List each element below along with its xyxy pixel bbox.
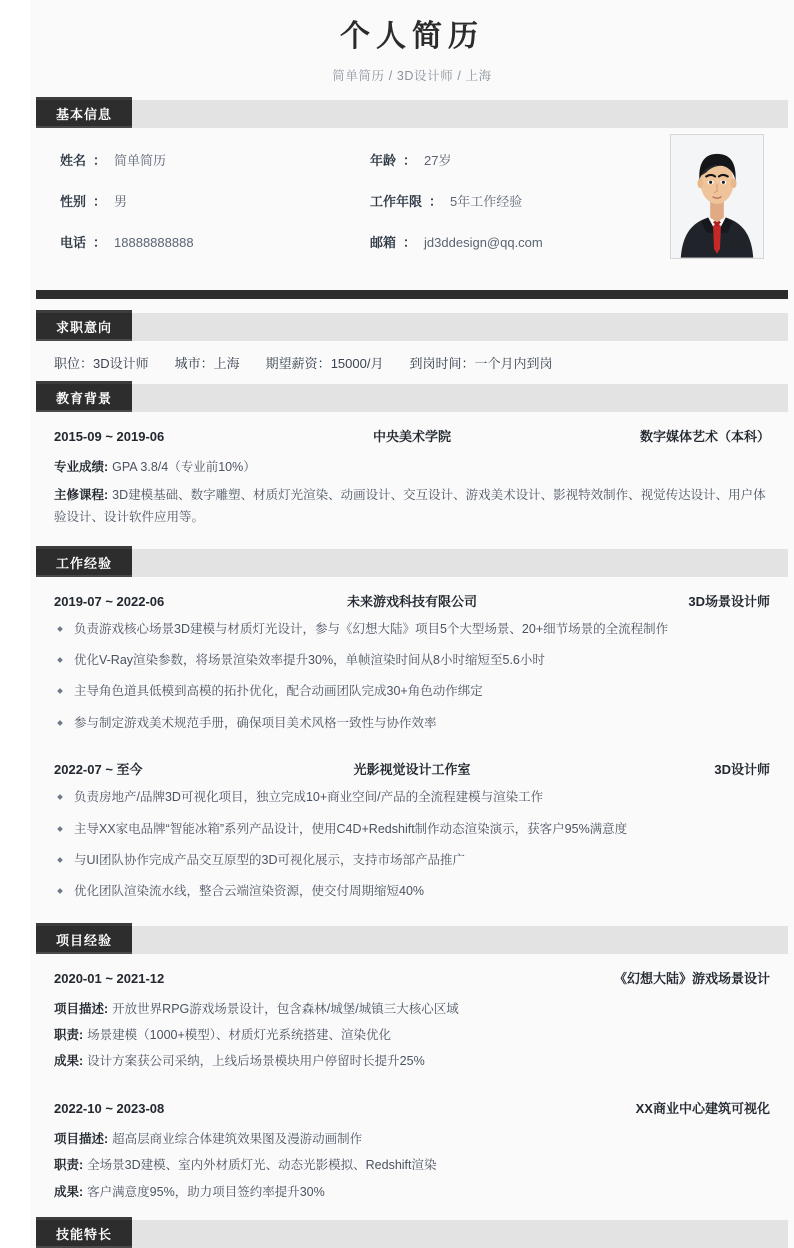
info-value-name: 简单简历 [114,152,167,168]
info-label-name: 姓名 [60,152,87,168]
info-value-email: jd3ddesign@qq.com [424,234,543,250]
job-intent-row [36,341,788,384]
info-label-email: 邮箱 [370,234,397,250]
section-divider [36,290,788,299]
list-item: 负责游戏核心场景3D建模与材质灯光设计，参与《幻想大陆》项目5个大型场景、20+细节场景的全流程制作 [54,620,770,651]
intent-city-value: 上海 [213,355,240,371]
section-title-work: 工作经验 [36,549,132,577]
info-item-age [370,150,680,169]
spacer [36,541,788,549]
project-result-label: 成果: [54,1184,84,1199]
info-colon: ： [93,152,107,168]
info-label-gender: 性别 [60,193,87,209]
info-label-age: 年龄 [370,152,397,168]
work-entry [36,577,788,744]
project-name: XX商业中心建筑可视化 [635,1100,770,1116]
project-result-value: 客户满意度95%，助力项目签约率提升30% [87,1184,325,1199]
project-duty-line [54,1153,770,1177]
portrait-illustration [671,135,763,258]
spacer [36,912,788,926]
intent-salary-value: 15000/月 [330,355,384,371]
intent-availability-label: 到岗时间： [409,355,475,371]
section-header-skills [36,1220,788,1248]
project-duty-value: 场景建模（1000+模型）、材质灯光系统搭建、渲染优化 [87,1028,392,1042]
section-title-intent: 求职意向 [36,313,132,341]
project-entry [36,954,788,1082]
basic-info-block [36,128,788,278]
education-gpa-label: 专业成绩: [54,459,109,474]
work-date: 2022-07 ~ 至今 [54,762,143,778]
tag-shadow [36,1217,132,1220]
work-company: 未来游戏科技有限公司 [346,593,477,609]
section-header-basic [36,100,788,128]
education-entry-header [54,426,770,445]
info-value-gender: 男 [114,193,128,209]
info-item-gender [60,191,370,210]
project-entry [36,1082,788,1212]
spacer [36,1212,788,1220]
section-title-education: 教育背景 [36,384,132,412]
section-header-intent [36,313,788,341]
education-courses-label: 主修课程: [54,487,109,502]
intent-salary-label: 期望薪资： [265,355,331,371]
tag-shadow [36,97,132,100]
avatar-photo [670,134,764,259]
list-item: 负责房地产/品牌3D可视化项目，独立完成10+商业空间/产品的全流程建模与渲染工作 [54,788,770,819]
education-body [54,455,770,529]
info-item-email [370,232,680,251]
info-value-experience-years: 5年工作经验 [450,193,523,209]
project-description-line [54,997,770,1021]
info-colon: ： [403,234,417,250]
info-colon: ： [93,193,107,209]
section-header-work [36,549,788,577]
work-company: 光影视觉设计工作室 [353,762,471,778]
work-role: 3D场景设计师 [688,593,770,609]
resume-sheet [30,0,794,1248]
info-item-experience-years [370,191,680,210]
project-description-value: 开放世界RPG游戏场景设计，包含森林/城堡/城镇三大核心区域 [112,1001,459,1016]
project-entry-header [54,968,770,987]
section-title-project: 项目经验 [36,926,132,954]
intent-availability-value: 一个月内到岗 [474,355,553,371]
info-label-phone: 电话 [60,234,87,250]
work-role: 3D设计师 [714,762,770,778]
project-result-value: 设计方案获公司采纳，上线后场景模块用户停留时长提升25% [87,1054,425,1069]
intent-position-label: 职位： [54,355,94,371]
project-duty-line [54,1023,770,1047]
project-date: 2020-01 ~ 2021-12 [54,970,165,986]
section-header-education [36,384,788,412]
list-item: 与UI团队协作完成产品交互原型的3D可视化展示，支持市场部产品推广 [54,851,770,882]
project-description-value: 超高层商业综合体建筑效果图及漫游动画制作 [112,1131,363,1146]
project-date: 2022-10 ~ 2023-08 [54,1100,165,1116]
work-date: 2019-07 ~ 2022-06 [54,593,165,609]
intent-position-value: 3D设计师 [93,355,149,371]
resume-content [30,100,794,1248]
project-description-label: 项目描述: [54,1001,109,1016]
education-date: 2015-09 ~ 2019-06 [54,428,165,444]
tag-shadow [36,381,132,384]
education-entry [36,412,788,541]
page-title: 个人简历 [340,20,484,53]
info-colon: ： [403,152,417,168]
intent-position [54,353,149,372]
intent-city-label: 城市： [174,355,214,371]
work-entry-header [54,759,770,778]
work-bullet-list [54,788,770,906]
info-item-name [60,150,370,169]
project-name: 《幻想大陆》游戏场景设计 [613,970,770,986]
project-result-label: 成果: [54,1054,84,1069]
info-colon: ： [93,234,107,250]
info-item-phone [60,232,370,251]
project-result-line [54,1049,770,1073]
intent-availability [409,353,552,372]
project-entry-header [54,1098,770,1117]
work-bullet-list [54,620,770,738]
project-description-line [54,1127,770,1151]
education-courses-value: 3D建模基础、数字雕塑、材质灯光渲染、动画设计、交互设计、游戏美术设计、影视特效制作、视觉传达设计、用户体验设计、设计软件应用等。 [54,487,766,524]
education-major: 数字媒体艺术（本科） [639,428,770,444]
tag-shadow [36,310,132,313]
section-title-basic: 基本信息 [36,100,132,128]
project-description-label: 项目描述: [54,1131,109,1146]
section-title-skills: 技能特长 [36,1220,132,1248]
education-school: 中央美术学院 [372,428,451,444]
project-duty-label: 职责: [54,1028,84,1042]
tag-shadow [36,546,132,549]
education-gpa-line [54,455,770,479]
education-courses-line [54,485,770,529]
list-item: 优化V-Ray渲染参数，将场景渲染效率提升30%，单帧渲染时间从8小时缩短至5.6小时 [54,651,770,682]
info-value-phone: 18888888888 [114,234,194,250]
list-item: 主导角色道具低模到高模的拓扑优化，配合动画团队完成30+角色动作绑定 [54,682,770,713]
info-label-experience-years: 工作年限 [370,193,423,209]
project-result-line [54,1180,770,1204]
list-item: 参与制定游戏美术规范手册，确保项目美术风格一致性与协作效率 [54,714,770,737]
intent-salary [266,353,384,372]
list-item: 主导XX家电品牌“智能冰箱”系列产品设计，使用C4D+Redshift制作动态渲染演示，获客户95%满意度 [54,820,770,851]
list-item: 优化团队渲染流水线，整合云端渲染资源，使交付周期缩短40% [54,882,770,905]
project-duty-value: 全场景3D建模、室内外材质灯光、动态光影模拟、Redshift渲染 [87,1158,437,1173]
info-value-age: 27岁 [424,152,452,168]
info-colon: ： [429,193,443,209]
work-entry [36,743,788,912]
section-header-project [36,926,788,954]
education-gpa-value: GPA 3.8/4（专业前10%） [112,459,256,474]
tag-shadow [36,923,132,926]
work-entry-header [54,591,770,610]
resume-header [30,0,794,100]
page-subtitle: 简单简历 / 3D设计师 / 上海 [332,68,492,83]
intent-city [175,353,240,372]
project-duty-label: 职责: [54,1158,84,1173]
